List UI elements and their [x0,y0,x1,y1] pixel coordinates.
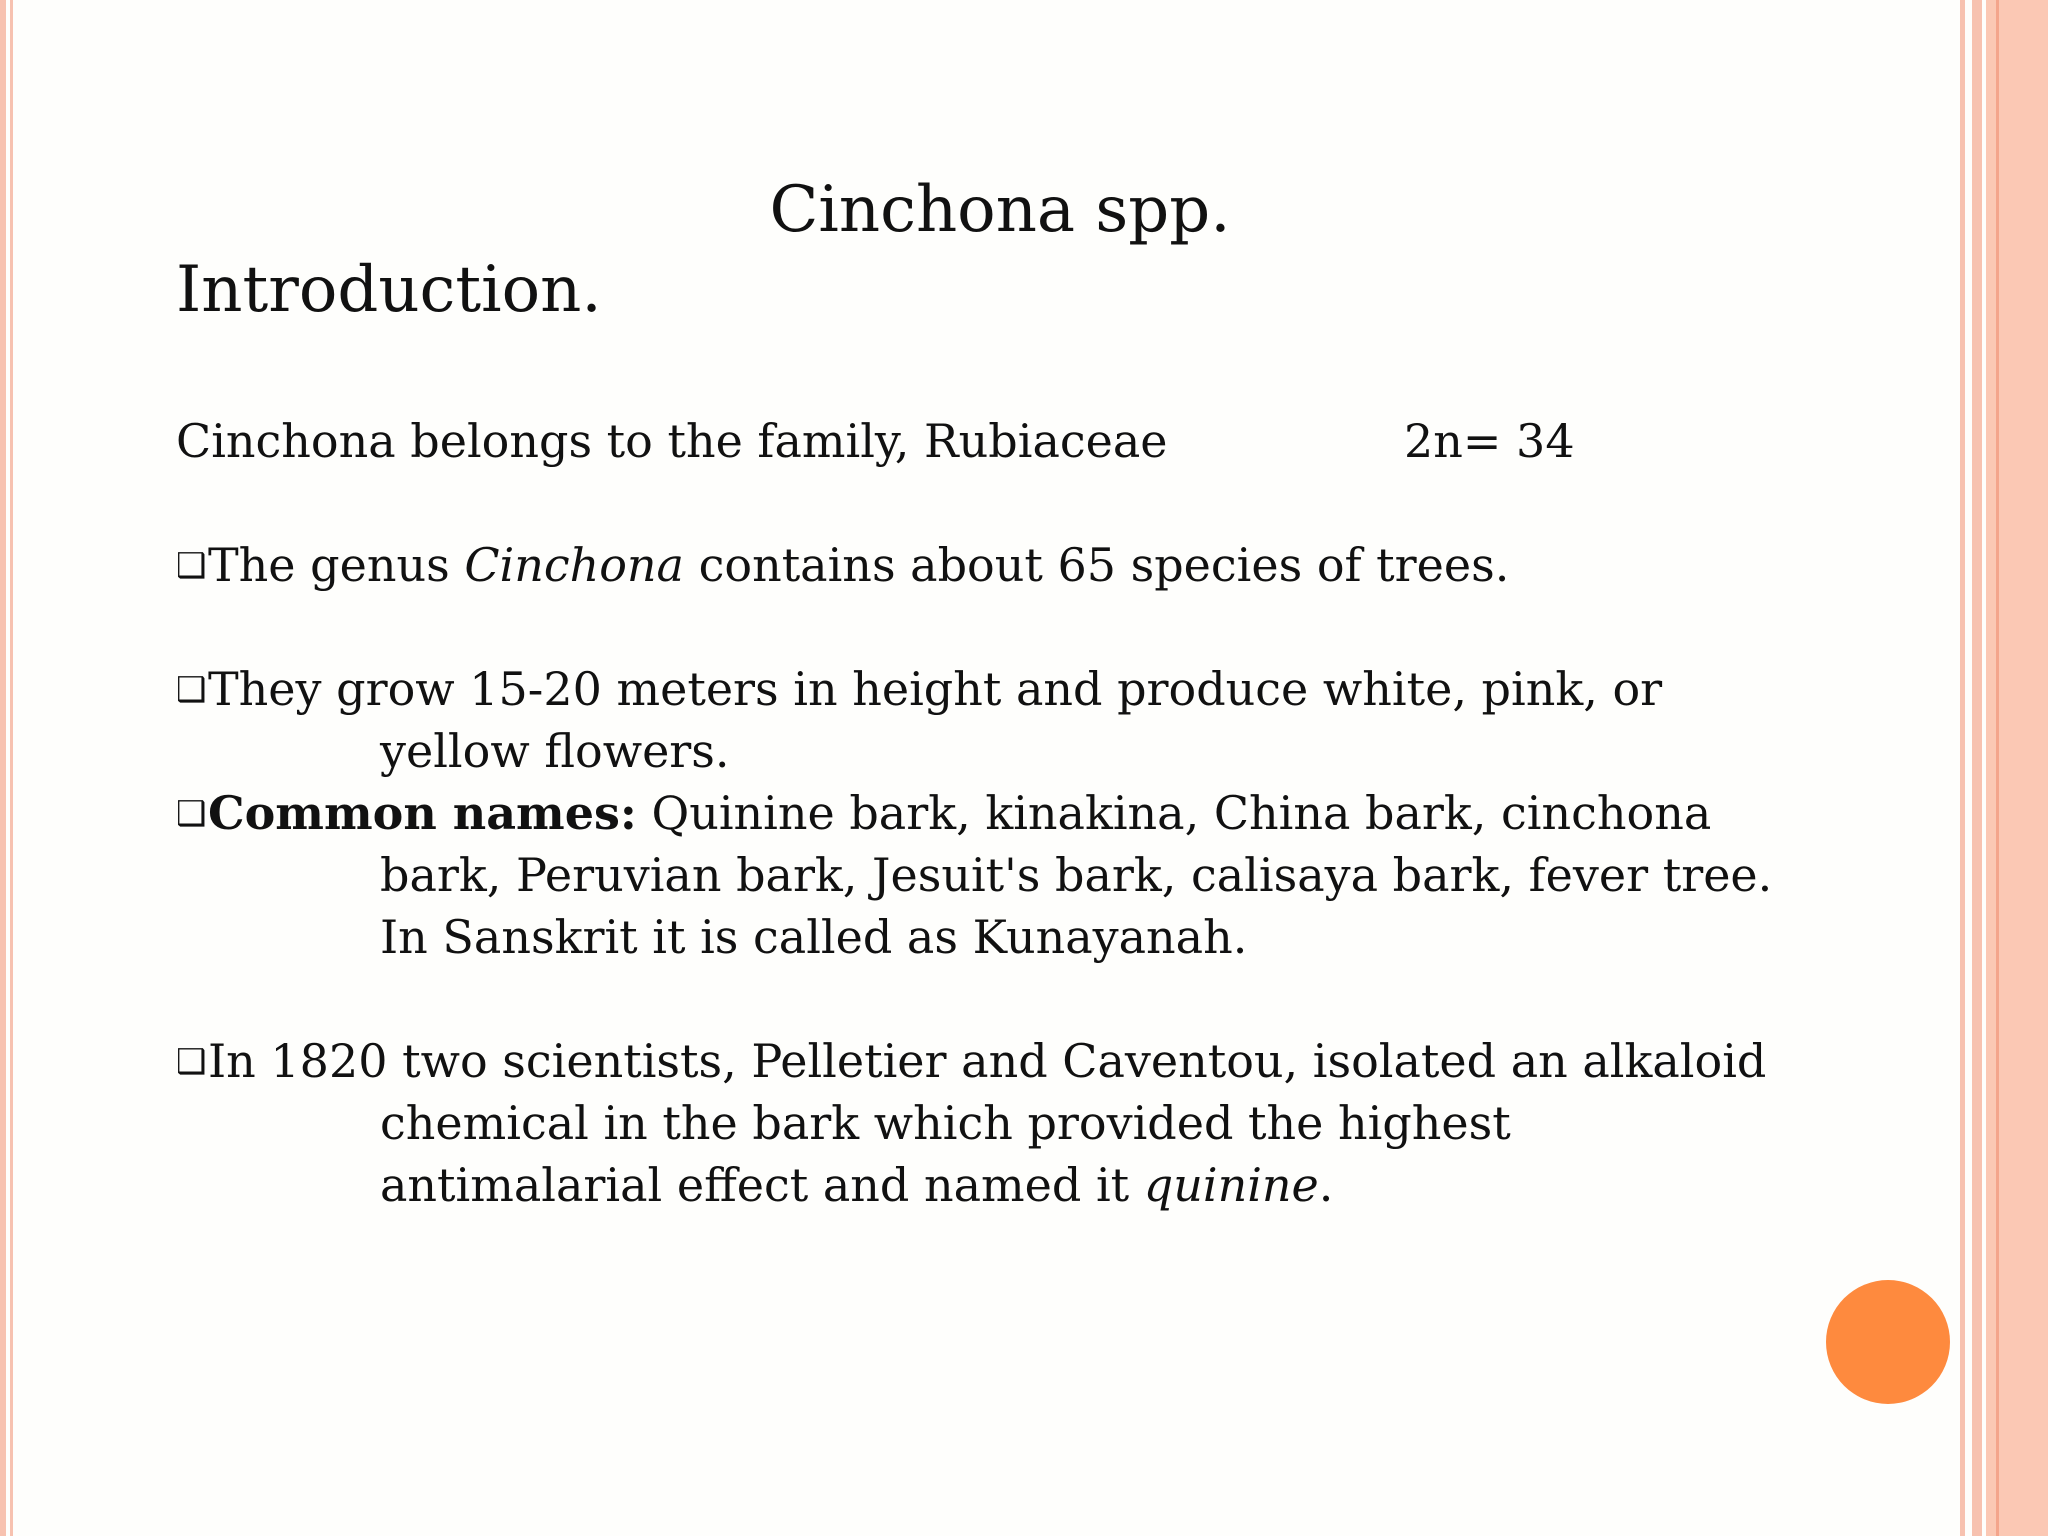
chromosome-number: 2n= 34 [1404,414,1575,468]
bullet-common-names: ❑Common names: Quinine bark, kinakina, China bark, cinchona [176,782,1816,844]
bullet-genus: ❑The genus Cinchona contains about 65 species of trees. [176,534,1816,596]
family-text: Cinchona belongs to the family, Rubiaceae [176,414,1168,468]
slide-subtitle: Introduction. [176,253,602,327]
bullet-height-cont: yellow flowers. [380,724,730,778]
slide-body [176,410,1816,1216]
checkbox-bullet-icon: ❑ [176,546,207,586]
bullet-height: ❑They grow 15-20 meters in height and produce white, pink, or [176,658,1816,720]
checkbox-bullet-icon: ❑ [176,670,207,710]
slide-title: Cinchona spp. [769,173,1231,247]
bullet-quinine-history: ❑In 1820 two scientists, Pelletier and Caventou, isolated an alkaloid [176,1030,1816,1092]
family-line [176,410,1816,472]
bullet-quinine-history-cont: chemical in the bark which provided the highest [380,1096,1511,1150]
bullet-common-names-cont: bark, Peruvian bark, Jesuit's bark, calisaya bark, fever tree. [380,848,1773,902]
bullet-common-names-sanskrit: In Sanskrit it is called as Kunayanah. [380,910,1248,964]
checkbox-bullet-icon: ❑ [176,794,207,834]
checkbox-bullet-icon: ❑ [176,1042,207,1082]
decorative-circle [1826,1280,1950,1404]
bullet-quinine-history-end: antimalarial effect and named it quinine. [380,1158,1334,1212]
